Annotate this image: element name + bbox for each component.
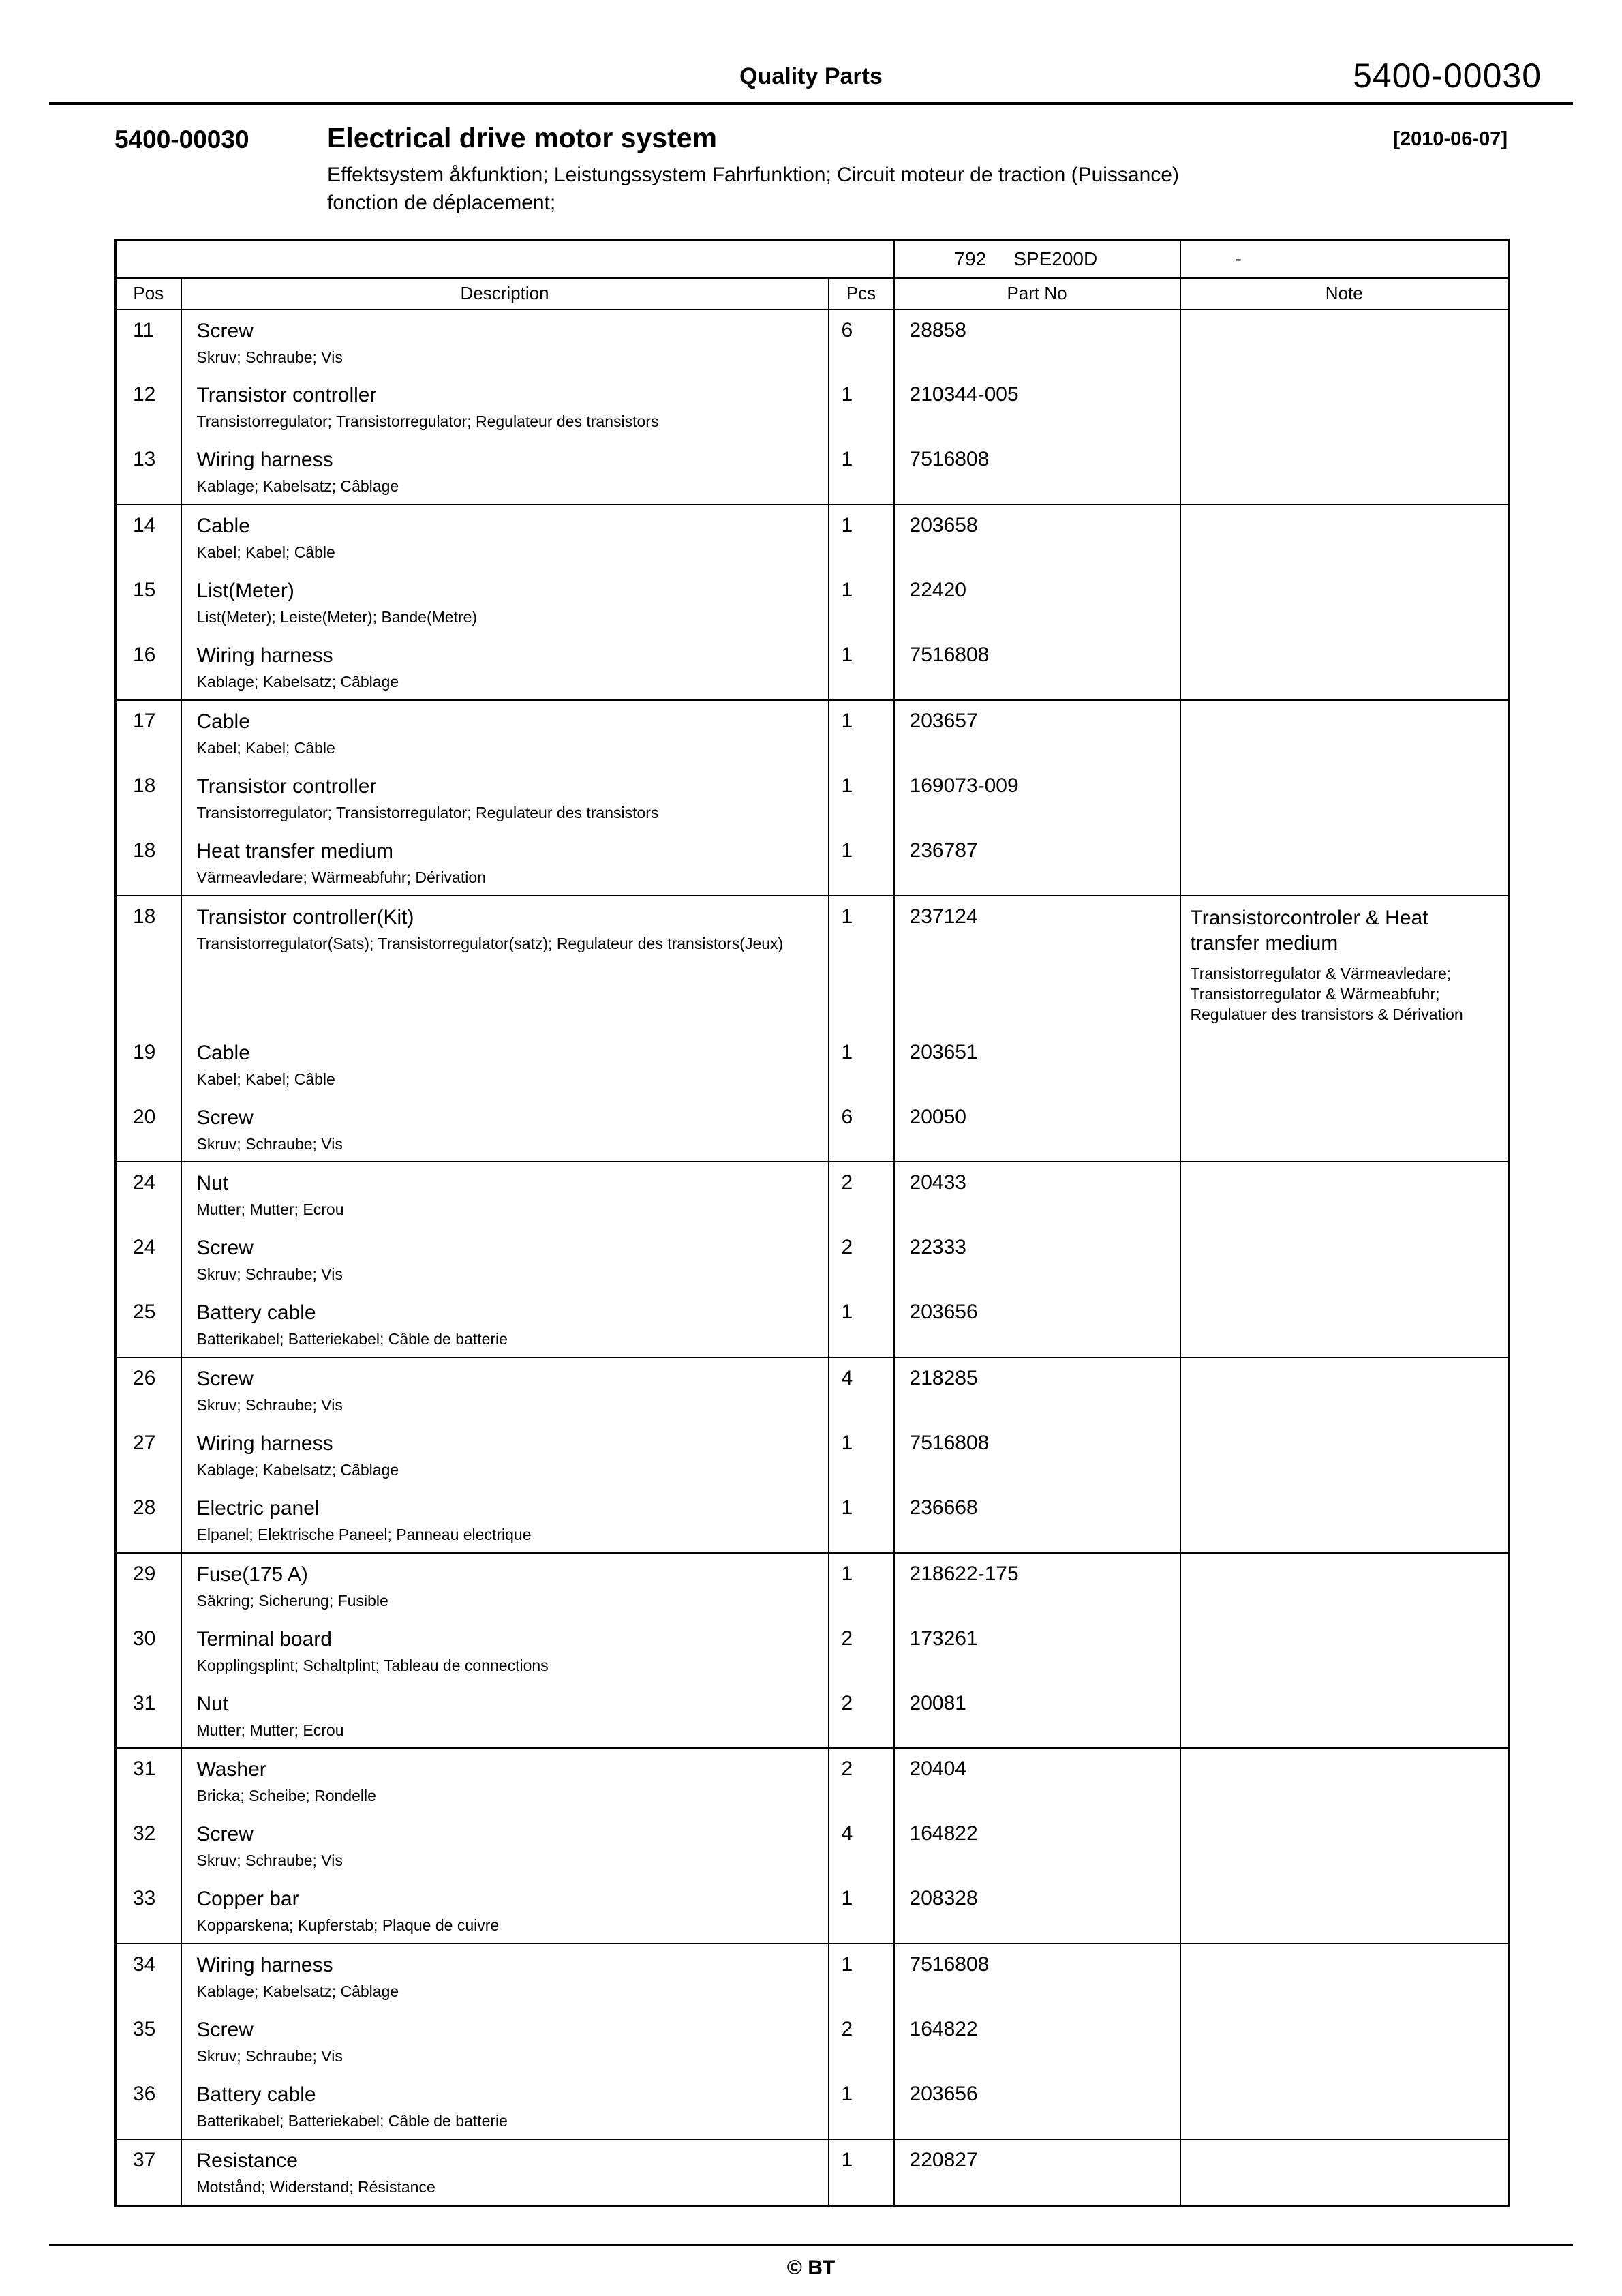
table-row [116, 1878, 1509, 1944]
description-translations: Transistorregulator(Sats); Transistorregulator(satz); Regulateur des transistors(Jeux) [196, 934, 784, 952]
description-cell [181, 1944, 829, 2009]
note-cell [1180, 700, 1509, 766]
table-row [116, 439, 1509, 504]
table-row [116, 570, 1509, 635]
description-main: Screw [196, 1823, 254, 1846]
pcs-cell: 1 [829, 700, 894, 766]
description-main: Transistor controller(Kit) [196, 905, 414, 928]
description-main: Screw [196, 1106, 254, 1129]
pos-cell: 18 [116, 896, 181, 1032]
description-translations: Transistorregulator; Transistorregulator; Regulateur des transistors [196, 803, 659, 821]
table-row [116, 1357, 1509, 1423]
pos-cell: 17 [116, 700, 181, 766]
pos-cell: 33 [133, 1887, 156, 1910]
description-translations: Skruv; Schraube; Vis [196, 2047, 343, 2066]
model-cell [894, 240, 1180, 278]
description-translations: Kablage; Kabelsatz; Câblage [196, 477, 399, 496]
description-translations: Säkring; Sicherung; Fusible [196, 1591, 388, 1610]
description-translations: Skruv; Schraube; Vis [196, 1134, 343, 1153]
description-translations: Skruv; Schraube; Vis [196, 1265, 343, 1284]
description-cell [181, 1357, 829, 1423]
description-translations: Transistorregulator; Transistorregulator; Regulateur des transistors [196, 412, 659, 431]
header-rule [49, 102, 1573, 105]
pcs-cell: 1 [829, 766, 894, 830]
description-main: Screw [196, 2019, 254, 2042]
table-row [116, 309, 1509, 375]
pcs-cell: 1 [829, 504, 894, 570]
table-row [116, 700, 1509, 766]
pos-cell: 32 [133, 1822, 156, 1845]
part-no-cell: 20050 [894, 1097, 1180, 1162]
description-main: Screw [196, 1237, 254, 1260]
table-row [116, 1813, 1509, 1878]
pcs-cell: 1 [829, 635, 894, 700]
description-translations: Batterikabel; Batteriekabel; Câble de batterie [196, 1330, 508, 1348]
description-main: Cable [196, 710, 250, 733]
title-main [327, 123, 1393, 217]
note-cell [1180, 830, 1509, 896]
pcs-cell: 1 [829, 439, 894, 504]
description-main: Fuse(175 A) [196, 1562, 308, 1586]
description-translations: Motstånd; Widerstand; Résistance [196, 2177, 435, 2196]
description-main: Cable [196, 1041, 250, 1064]
description-cell [181, 374, 829, 439]
table-row [116, 1553, 1509, 1618]
copyright: © BT [786, 2256, 836, 2279]
pos-cell: 35 [133, 2018, 156, 2041]
description-main: Terminal board [196, 1627, 332, 1650]
pcs-cell: 4 [829, 1357, 894, 1423]
page-footer [49, 2244, 1573, 2280]
description-translations: Kabel; Kabel; Câble [196, 543, 335, 562]
table-row [116, 2074, 1509, 2139]
part-no-cell: 236668 [894, 1487, 1180, 1553]
note-cell [1180, 1553, 1509, 1618]
description-cell [181, 1227, 829, 1292]
note-cell [1180, 1423, 1509, 1487]
page-header-title: Quality Parts [739, 63, 883, 89]
description-translations: Skruv; Schraube; Vis [196, 1852, 343, 1870]
description-translations: Kabel; Kabel; Câble [196, 738, 335, 757]
part-no-cell: 203656 [894, 1292, 1180, 1357]
pos-cell: 24 [133, 1236, 156, 1259]
pos-cell: 37 [116, 2139, 181, 2205]
pcs-cell: 1 [829, 1487, 894, 1553]
pos-cell: 26 [116, 1357, 181, 1423]
table-row [116, 830, 1509, 896]
part-no-cell: 20404 [894, 1748, 1180, 1813]
table-row [116, 635, 1509, 700]
pcs-cell: 4 [829, 1813, 894, 1878]
pos-cell: 30 [133, 1627, 156, 1650]
description-main: Nut [196, 1692, 229, 1715]
pos-cell: 31 [116, 1748, 181, 1813]
pcs-cell: 6 [829, 1097, 894, 1162]
part-no-cell: 7516808 [894, 439, 1180, 504]
table-row [116, 1487, 1509, 1553]
note-cell [1180, 896, 1509, 1032]
part-no-cell: 173261 [894, 1618, 1180, 1683]
pos-cell: 24 [116, 1162, 181, 1227]
description-main: Screw [196, 319, 254, 342]
footer-rule [49, 2244, 1573, 2246]
pos-cell: 36 [133, 2082, 156, 2105]
pcs-cell: 2 [829, 1162, 894, 1227]
pcs-cell: 1 [829, 2139, 894, 2205]
model-dash: - [1180, 240, 1509, 278]
description-main: Copper bar [196, 1888, 299, 1911]
description-cell [181, 896, 829, 1032]
part-no-cell: 218622-175 [894, 1553, 1180, 1618]
pcs-cell: 6 [829, 309, 894, 375]
table-row [116, 1227, 1509, 1292]
description-main: Cable [196, 515, 250, 538]
pos-cell: 18 [133, 774, 156, 797]
note-cell [1180, 570, 1509, 635]
table-row [116, 504, 1509, 570]
part-no-cell: 22420 [894, 570, 1180, 635]
part-no-cell: 164822 [894, 1813, 1180, 1878]
description-cell [181, 1878, 829, 1944]
description-translations: Värmeavledare; Wärmeabfuhr; Dérivation [196, 868, 486, 886]
note-cell [1180, 1487, 1509, 1553]
pos-cell: 15 [133, 579, 156, 602]
note-cell [1180, 2009, 1509, 2074]
note-cell [1180, 439, 1509, 504]
pcs-cell: 2 [829, 1683, 894, 1749]
part-no-cell: 169073-009 [894, 766, 1180, 830]
col-header-part-no: Part No [894, 278, 1180, 309]
pcs-cell: 1 [829, 1292, 894, 1357]
description-translations: Kablage; Kabelsatz; Câblage [196, 673, 399, 691]
description-cell [181, 830, 829, 896]
note-cell [1180, 2139, 1509, 2205]
note-cell [1180, 504, 1509, 570]
part-no-cell: 20433 [894, 1162, 1180, 1227]
description-cell [181, 309, 829, 375]
note-cell [1180, 374, 1509, 439]
note-cell [1180, 766, 1509, 830]
description-cell [181, 1487, 829, 1553]
table-row [116, 2009, 1509, 2074]
title-block [114, 123, 1508, 217]
part-no-cell: 203658 [894, 504, 1180, 570]
description-cell [181, 570, 829, 635]
description-cell [181, 2139, 829, 2205]
description-main: Washer [196, 1758, 266, 1781]
part-no-cell: 164822 [894, 2009, 1180, 2074]
description-translations: Skruv; Schraube; Vis [196, 1396, 343, 1415]
part-no-cell: 22333 [894, 1227, 1180, 1292]
col-header-pos: Pos [116, 278, 181, 309]
description-cell [181, 439, 829, 504]
description-cell [181, 1097, 829, 1162]
pcs-cell: 2 [829, 1748, 894, 1813]
pcs-cell: 2 [829, 1618, 894, 1683]
description-cell [181, 1748, 829, 1813]
pcs-cell: 1 [829, 1032, 894, 1097]
pos-cell: 25 [133, 1301, 156, 1324]
table-row [116, 1618, 1509, 1683]
note-cell [1180, 1292, 1509, 1357]
part-no-cell: 210344-005 [894, 374, 1180, 439]
description-cell [181, 635, 829, 700]
description-cell [181, 1032, 829, 1097]
table-row [116, 1032, 1509, 1097]
note-cell [1180, 1813, 1509, 1878]
page-header [49, 0, 1573, 95]
description-cell [181, 2009, 829, 2074]
pos-cell: 18 [133, 839, 156, 862]
table-row [116, 1748, 1509, 1813]
description-cell [181, 1618, 829, 1683]
part-no-cell: 203657 [894, 700, 1180, 766]
pcs-cell: 1 [829, 1878, 894, 1944]
description-translations: Kablage; Kabelsatz; Câblage [196, 1461, 399, 1479]
description-cell [181, 1553, 829, 1618]
table-row [116, 374, 1509, 439]
subtitle-line-2: fonction de déplacement; [327, 191, 556, 214]
col-header-note: Note [1180, 278, 1509, 309]
part-no-cell: 7516808 [894, 1423, 1180, 1487]
description-main: Wiring harness [196, 449, 333, 472]
note-cell [1180, 635, 1509, 700]
pcs-cell: 1 [829, 896, 894, 1032]
description-cell [181, 2074, 829, 2139]
description-main: Wiring harness [196, 1432, 333, 1455]
description-cell [181, 766, 829, 830]
description-main: List(Meter) [196, 579, 294, 603]
description-translations: Kabel; Kabel; Câble [196, 1070, 335, 1088]
pcs-cell: 1 [829, 1553, 894, 1618]
part-no-cell: 28858 [894, 309, 1180, 375]
description-main: Wiring harness [196, 1954, 333, 1977]
parts-table [114, 239, 1510, 2207]
pcs-cell: 1 [829, 1944, 894, 2009]
part-no-cell: 208328 [894, 1878, 1180, 1944]
pcs-cell: 2 [829, 1227, 894, 1292]
doc-number: 5400-00030 [1353, 57, 1542, 95]
pos-cell: 34 [116, 1944, 181, 2009]
note-main: Transistorcontroler & Heat transfer medium [1190, 906, 1428, 955]
pos-cell: 29 [116, 1553, 181, 1618]
parts-table-body [116, 309, 1509, 2206]
pos-cell: 16 [133, 644, 156, 667]
note-cell [1180, 1944, 1509, 2009]
description-main: Battery cable [196, 2083, 316, 2106]
description-main: Transistor controller [196, 774, 377, 798]
table-row [116, 1292, 1509, 1357]
title-code: 5400-00030 [114, 125, 249, 153]
description-cell [181, 1813, 829, 1878]
note-cell [1180, 1032, 1509, 1097]
title-subtitle [327, 162, 1393, 217]
note-cell [1180, 1357, 1509, 1423]
part-no-cell: 237124 [894, 896, 1180, 1032]
description-cell [181, 1162, 829, 1227]
revision-date: [2010-06-07] [1393, 128, 1508, 150]
pcs-cell: 1 [829, 1423, 894, 1487]
description-main: Heat transfer medium [196, 839, 393, 862]
description-main: Transistor controller [196, 384, 377, 407]
description-translations: Kopplingsplint; Schaltplint; Tableau de connections [196, 1656, 549, 1674]
pos-cell: 11 [133, 318, 155, 342]
description-translations: Batterikabel; Batteriekabel; Câble de batterie [196, 2111, 508, 2130]
description-cell [181, 1423, 829, 1487]
description-main: Wiring harness [196, 644, 333, 667]
note-cell [1180, 1683, 1509, 1749]
note-cell [1180, 2074, 1509, 2139]
pos-cell: 19 [133, 1040, 156, 1063]
page-title: Electrical drive motor system [327, 122, 717, 153]
subtitle-line-1: Effektsystem åkfunktion; Leistungssystem Fahrfunktion; Circuit moteur de traction (Puissance) [327, 164, 1179, 187]
pos-cell: 12 [133, 383, 156, 406]
model-row [116, 240, 1509, 278]
description-translations: Mutter; Mutter; Ecrou [196, 1721, 344, 1739]
table-row [116, 1097, 1509, 1162]
table-row [116, 766, 1509, 830]
column-header-row [116, 278, 1509, 309]
note-cell [1180, 1618, 1509, 1683]
part-no-cell: 203656 [894, 2074, 1180, 2139]
pos-cell: 28 [133, 1496, 156, 1519]
table-row [116, 1162, 1509, 1227]
part-no-cell: 7516808 [894, 635, 1180, 700]
description-cell [181, 504, 829, 570]
note-cell [1180, 1227, 1509, 1292]
description-main: Resistance [196, 2149, 298, 2172]
note-cell [1180, 1162, 1509, 1227]
description-translations: Mutter; Mutter; Ecrou [196, 1200, 344, 1219]
pos-cell: 27 [133, 1432, 156, 1455]
table-row [116, 1944, 1509, 2009]
note-cell [1180, 1748, 1509, 1813]
part-no-cell: 220827 [894, 2139, 1180, 2205]
description-main: Nut [196, 1172, 229, 1195]
pos-cell: 31 [133, 1691, 156, 1715]
pos-cell: 20 [133, 1105, 156, 1128]
note-cell [1180, 1097, 1509, 1162]
pcs-cell: 1 [829, 2074, 894, 2139]
description-main: Electric panel [196, 1496, 320, 1520]
table-row [116, 2139, 1509, 2205]
description-translations: Bricka; Scheibe; Rondelle [196, 1787, 376, 1805]
description-translations: Kopparskena; Kupferstab; Plaque de cuivre [196, 1916, 500, 1935]
description-main: Screw [196, 1368, 254, 1391]
description-translations: Skruv; Schraube; Vis [196, 348, 343, 366]
pcs-cell: 1 [829, 570, 894, 635]
description-cell [181, 1292, 829, 1357]
model-code: 792 [954, 247, 987, 269]
part-no-cell: 203651 [894, 1032, 1180, 1097]
pos-cell: 14 [116, 504, 181, 570]
model-name: SPE200D [1013, 247, 1098, 269]
pcs-cell: 1 [829, 374, 894, 439]
note-cell [1180, 309, 1509, 375]
table-row [116, 1683, 1509, 1749]
col-header-description: Description [181, 278, 829, 309]
pcs-cell: 2 [829, 2009, 894, 2074]
description-cell [181, 700, 829, 766]
col-header-pcs: Pcs [829, 278, 894, 309]
table-row [116, 1423, 1509, 1487]
pcs-cell: 1 [829, 830, 894, 896]
description-main: Battery cable [196, 1301, 316, 1325]
part-no-cell: 218285 [894, 1357, 1180, 1423]
description-translations: List(Meter); Leiste(Meter); Bande(Metre) [196, 608, 478, 626]
description-translations: Elpanel; Elektrische Paneel; Panneau electrique [196, 1525, 532, 1543]
table-row [116, 896, 1509, 1032]
part-no-cell: 20081 [894, 1683, 1180, 1749]
note-cell [1180, 1878, 1509, 1944]
part-no-cell: 236787 [894, 830, 1180, 896]
description-translations: Kablage; Kabelsatz; Câblage [196, 1982, 399, 2001]
note-translations: Transistorregulator & Värmeavledare; Transistorregulator & Wärmeabfuhr; Regulatuer des transistors & Dérivation [1190, 964, 1463, 1024]
model-row-blank [116, 240, 894, 278]
part-no-cell: 7516808 [894, 1944, 1180, 2009]
description-cell [181, 1683, 829, 1749]
pos-cell: 13 [133, 448, 156, 471]
